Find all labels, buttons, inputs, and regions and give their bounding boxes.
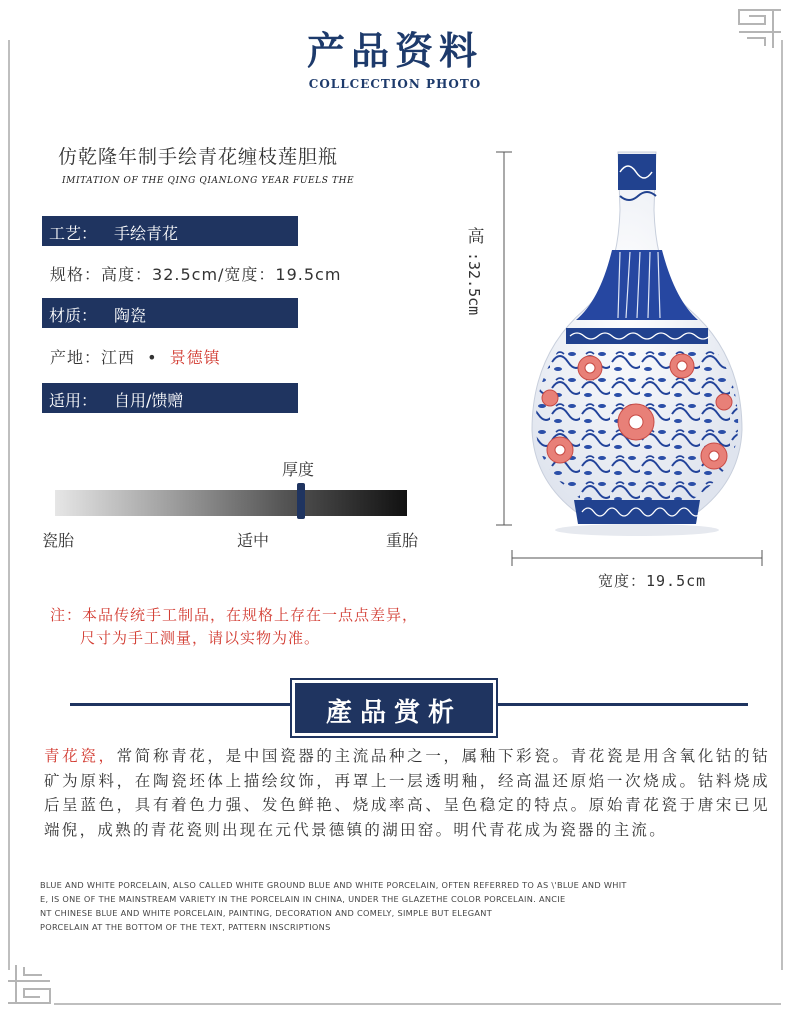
- product-name: 仿乾隆年制手绘青花缠枝莲胆瓶: [58, 146, 339, 168]
- note-line-1: 注：本品传统手工制品，在规格上存在一点点差异，: [50, 606, 419, 624]
- height-value: :32.5cm: [465, 252, 483, 316]
- spec-origin-city: 景德镇: [169, 348, 221, 367]
- spec-use-label: 适用：: [49, 391, 98, 410]
- spec-size-row: [50, 262, 341, 285]
- description-en-line: BLUE AND WHITE PORCELAIN, ALSO CALLED WHITE GROUND BLUE AND WHITE PORCELAIN, OFTEN REFERRED TO AS \'BLUE AND WHIT: [40, 880, 627, 890]
- description-en-line: PORCELAIN AT THE BOTTOM OF THE TEXT, PATTERN INSCRIPTIONS: [40, 922, 331, 932]
- vase-image: [490, 140, 780, 580]
- description-paragraph: [44, 744, 770, 842]
- page-subtitle: COLLCECTION PHOTO: [308, 77, 482, 91]
- spec-material-value: 陶瓷: [114, 306, 147, 325]
- thickness-marker: [297, 483, 305, 519]
- thickness-left-label: 瓷胎: [42, 531, 75, 550]
- description-lead: 青花瓷，: [44, 747, 117, 765]
- height-label: 高: [467, 227, 485, 247]
- spec-size-label: 规格：: [50, 265, 102, 284]
- spec-use-bar: [42, 383, 298, 413]
- spec-craft-label: 工艺：: [49, 224, 98, 243]
- section-title: 產品赏析: [325, 698, 462, 728]
- description-en-line: NT CHINESE BLUE AND WHITE PORCELAIN, PAINTING, DECORATION AND COMELY, SIMPLE BUT ELEGANT: [40, 908, 492, 918]
- spec-origin-dot: •: [147, 348, 158, 367]
- thickness-gradient-bar: [55, 490, 407, 516]
- page-title: 产品资料: [306, 28, 483, 73]
- description-en-line: E, IS ONE OF THE MAINSTREAM VARIETY IN THE PORCELAIN IN CHINA, UNDER THE GLAZETHE COLOR PORCELAIN. ANCIE: [40, 894, 566, 904]
- width-label: 宽度：19.5cm: [598, 572, 707, 590]
- description-en: [40, 878, 740, 934]
- frame-line-left: [8, 40, 10, 970]
- note-line-2: 尺寸为手工测量，请以实物为准。: [80, 629, 321, 647]
- product-name-en: IMITATION OF THE QING QIANLONG YEAR FUELS THE: [62, 176, 355, 186]
- description-body: 常简称青花，是中国瓷器的主流品种之一，属釉下彩瓷。青花瓷是用含氧化钴的钴矿为原料，在陶瓷坯体上描绘纹饰，再罩上一层透明釉，经高温还原焰一次烧成。钴料烧成后呈蓝色，具有着色力强、发色鲜艳、烧成率高、呈色稳定的特点。原始青花瓷于唐宋已见端倪，成熟的青花瓷则出现在元代景德镇的湖田窑。明代青花成为瓷器的主流。: [44, 747, 770, 839]
- thickness-mid-label: 适中: [237, 531, 270, 550]
- thickness-right-label: 重胎: [386, 531, 419, 550]
- spec-material-bar: [42, 298, 298, 328]
- spec-use-value: 自用/馈赠: [114, 391, 184, 410]
- spec-material-label: 材质：: [49, 306, 98, 325]
- spec-origin-label: 产地：: [50, 348, 102, 367]
- thickness-title: 厚度: [282, 460, 315, 479]
- frame-line-top: [781, 40, 783, 970]
- spec-craft-bar: [42, 216, 298, 246]
- spec-size-value: 高度：32.5cm/宽度：19.5cm: [101, 265, 342, 284]
- spec-origin-row: [50, 345, 221, 368]
- spec-origin-province: 江西: [101, 348, 136, 367]
- frame-corner-ornament: [8, 965, 54, 1005]
- frame-line-bottom: [54, 1003, 781, 1005]
- spec-craft-value: 手绘青花: [114, 224, 179, 243]
- section-title-box: [292, 680, 496, 736]
